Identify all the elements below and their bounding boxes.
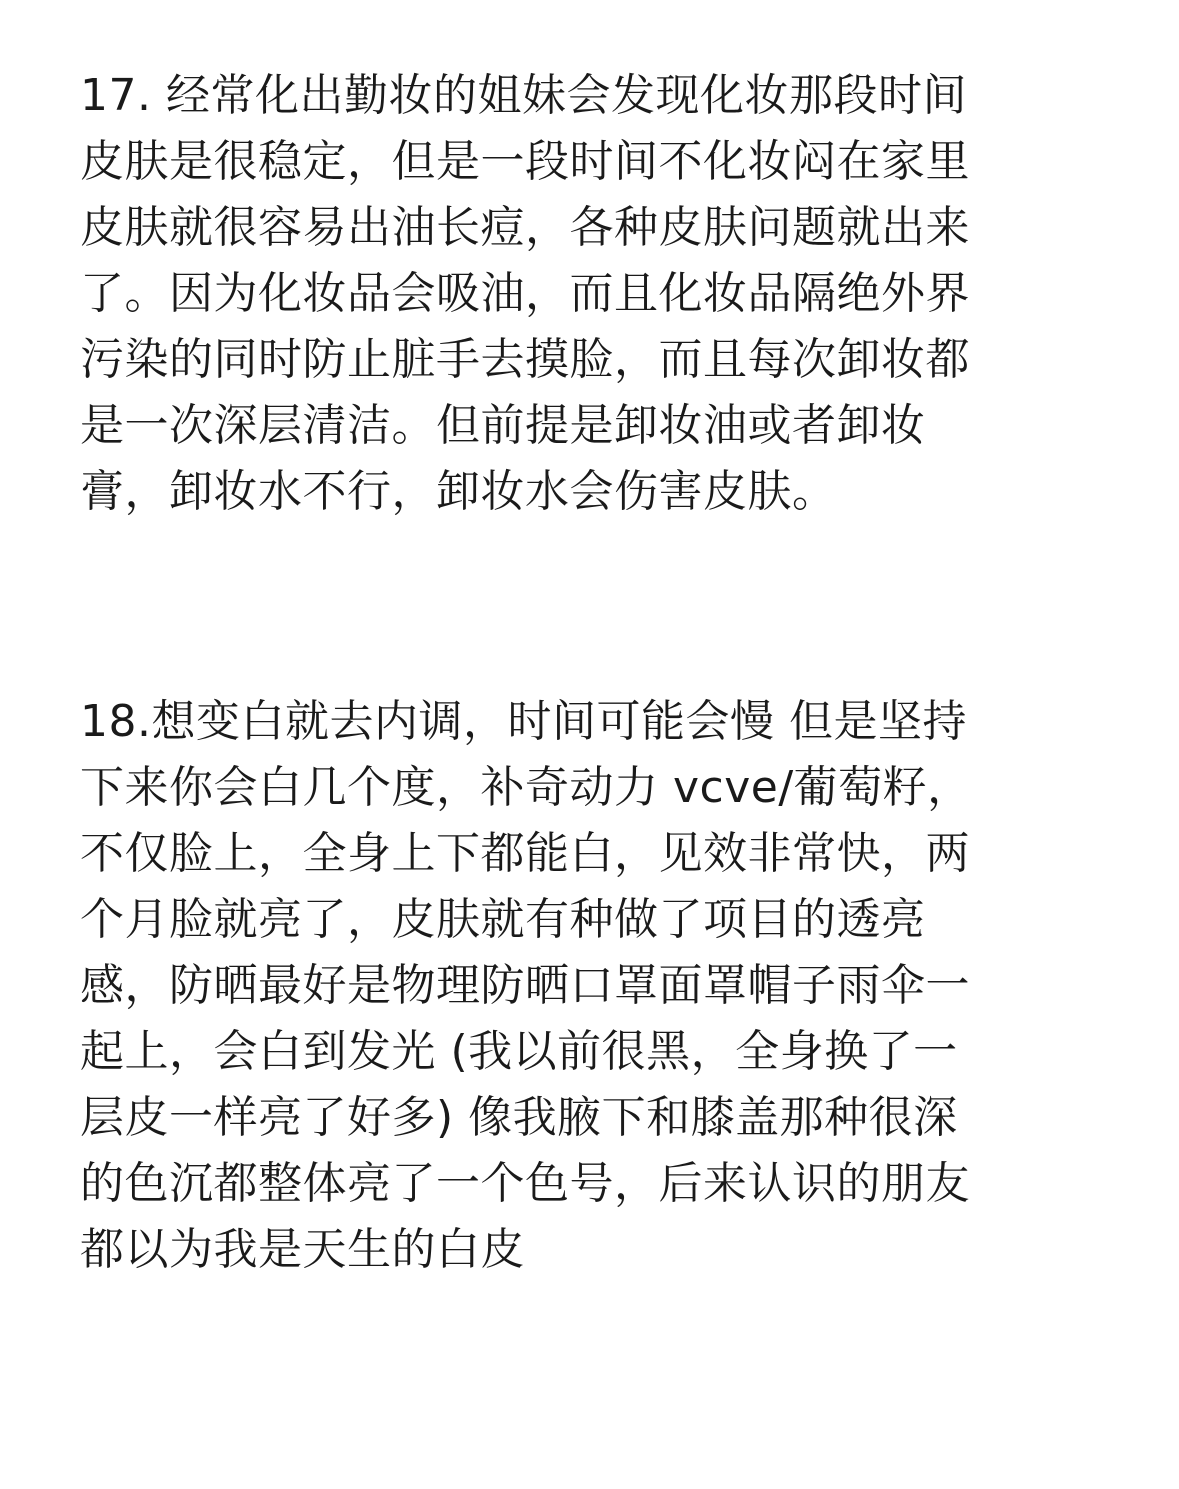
text-line: 个月脸就亮了，皮肤就有种做了项目的透亮 xyxy=(80,894,926,945)
text-line: 下来你会白几个度，补奇动力 vcve/葡萄籽， xyxy=(80,762,972,813)
text-line: 了。因为化妆品会吸油，而且化妆品隔绝外界 xyxy=(80,268,970,319)
text-line: 17. 经常化出勤妆的姐妹会发现化妆那段时间 xyxy=(80,70,967,121)
paragraph-18 xyxy=(80,689,1110,1283)
text-line: 膏，卸妆水不行，卸妆水会伤害皮肤。 xyxy=(80,466,837,517)
text-line: 皮肤就很容易出油长痘，各种皮肤问题就出来 xyxy=(80,202,970,253)
text-line: 的色沉都整体亮了一个色号，后来认识的朋友 xyxy=(80,1158,970,1209)
text-line: 皮肤是很稳定，但是一段时间不化妆闷在家里 xyxy=(80,136,970,187)
paragraph-17 xyxy=(80,63,1110,525)
text-line: 都以为我是天生的白皮 xyxy=(80,1224,525,1275)
text-line: 18.想变白就去内调，时间可能会慢 但是坚持 xyxy=(80,696,967,747)
text-line: 不仅脸上，全身上下都能白，见效非常快，两 xyxy=(80,828,970,879)
text-line: 层皮一样亮了好多) 像我腋下和膝盖那种很深 xyxy=(80,1092,958,1143)
text-line: 感，防晒最好是物理防晒口罩面罩帽子雨伞一 xyxy=(80,960,970,1011)
text-line: 是一次深层清洁。但前提是卸妆油或者卸妆 xyxy=(80,400,926,451)
text-line: 污染的同时防止脏手去摸脸，而且每次卸妆都 xyxy=(80,334,970,385)
text-line: 起上，会白到发光 (我以前很黑，全身换了一 xyxy=(80,1026,958,1077)
